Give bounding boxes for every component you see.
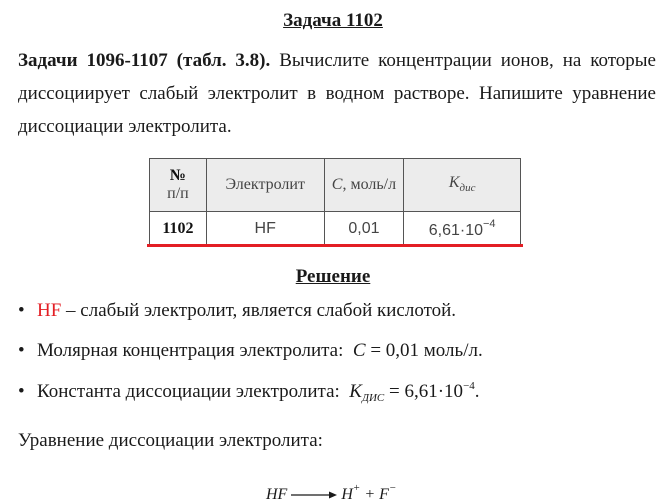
bullet-dot-icon: • — [18, 300, 25, 321]
product-f: F — [379, 486, 389, 503]
dissociation-equation — [266, 482, 396, 504]
problem-text: Вычислите концентрации ионов, на которые диссоциирует слабый электролит в водном растворе. Напишите уравнение диссоциации электролита. — [18, 50, 656, 137]
header-concentration — [324, 159, 404, 212]
header-kdis — [404, 159, 521, 212]
conc-value: = 0,01 моль/л. — [365, 340, 483, 361]
conc-symbol: C — [352, 340, 366, 361]
product-h-charge: + — [352, 482, 361, 494]
data-table — [149, 158, 521, 247]
header-number — [150, 159, 207, 212]
conc-symbol: C — [331, 176, 343, 193]
reaction-arrow-icon — [291, 490, 337, 500]
solution-title: Решение — [295, 266, 371, 287]
bullet-text: – слабый электролит, является слабой кислотой. — [61, 300, 457, 321]
k-symbol: K — [349, 381, 362, 402]
problem-title: Задача 1102 — [283, 10, 383, 31]
kdis-value: = 6,61·10 — [384, 381, 464, 402]
header-number-sign: № — [169, 167, 186, 184]
k-subscript: ДИС — [361, 392, 385, 404]
header-number-label: п/п — [167, 185, 189, 202]
product-h: H — [341, 486, 353, 503]
product-f-charge: − — [388, 482, 397, 494]
table-header-row — [150, 159, 521, 212]
bullet-item-kdis — [18, 380, 480, 404]
cell-concentration: 0,01 — [324, 212, 404, 247]
bullet-text: Молярная концентрация электролита: — [37, 340, 344, 361]
electrolyte-formula: HF — [37, 300, 62, 321]
equation-label: Уравнение диссоциации электролита: — [18, 430, 323, 451]
k-subscript: дис — [459, 181, 476, 194]
conc-unit: , моль/л — [342, 176, 397, 193]
problem-reference: Задачи 1096-1107 (табл. 3.8). — [18, 50, 271, 71]
cell-electrolyte: HF — [206, 212, 324, 247]
cell-number: 1102 — [150, 212, 207, 247]
plus-sign: + — [364, 486, 376, 503]
bullet-item-concentration — [18, 340, 483, 362]
k-symbol: K — [448, 173, 460, 191]
kdis-value: 6,61·10 — [428, 222, 483, 239]
sentence-end: . — [474, 381, 480, 402]
kdis-exponent: −4 — [483, 218, 496, 230]
problem-statement — [18, 44, 656, 143]
bullet-text: Константа диссоциации электролита: — [37, 381, 340, 402]
table-row — [150, 212, 521, 247]
cell-kdis — [404, 212, 521, 247]
bullet-dot-icon: • — [18, 340, 25, 361]
header-electrolyte: Электролит — [206, 159, 324, 212]
reactant: HF — [266, 486, 288, 503]
bullet-dot-icon: • — [18, 381, 25, 402]
bullet-item-electrolyte — [18, 300, 456, 322]
red-underline — [147, 244, 523, 247]
kdis-exponent: −4 — [463, 380, 475, 392]
